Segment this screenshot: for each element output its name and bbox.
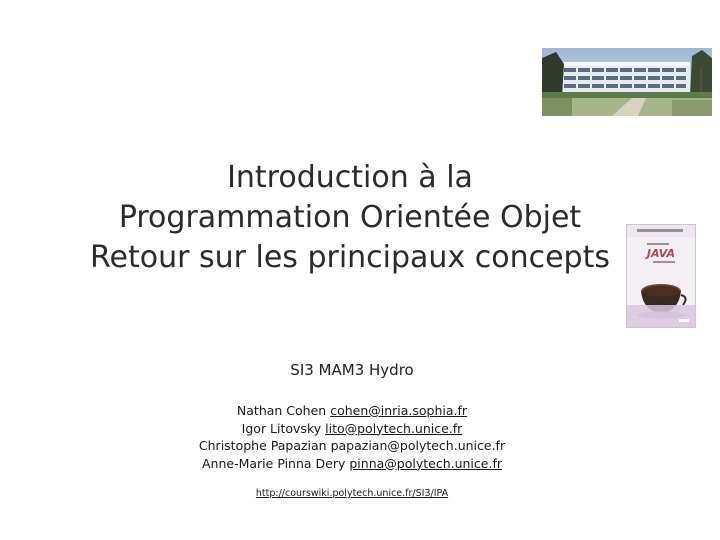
book-cover-illustration xyxy=(627,225,695,327)
campus-building-image xyxy=(542,48,712,116)
email-link-pinna[interactable]: pinna@polytech.unice.fr xyxy=(349,455,502,471)
course-group: SI3 MAM3 Hydro xyxy=(290,361,414,379)
author-line-papazian xyxy=(0,437,704,455)
java-book-cover xyxy=(626,224,696,328)
book-title-text: JAVA xyxy=(646,247,676,260)
email-text-papazian: papazian@polytech.unice.fr xyxy=(330,438,506,453)
course-wiki-link[interactable]: http://courswiki.polytech.unice.fr/SI3/IPA xyxy=(255,488,449,499)
email-link-litovsky[interactable]: lito@polytech.unice.fr xyxy=(325,420,463,436)
author-line-pinna xyxy=(0,455,704,473)
email-link-cohen[interactable]: cohen@inria.sophia.fr xyxy=(330,403,468,418)
author-line-cohen xyxy=(0,402,704,420)
campus-photo xyxy=(542,48,712,116)
author-name: Igor Litovsky xyxy=(241,420,326,436)
author-name: Nathan Cohen xyxy=(236,403,331,418)
authors-list xyxy=(0,402,704,472)
author-name: Christophe Papazian xyxy=(198,438,331,453)
title-line-1: Introduction à la xyxy=(227,160,473,195)
title-line-2: Programmation Orientée Objet xyxy=(118,200,582,235)
slide-title xyxy=(70,158,630,278)
title-line-3: Retour sur les principaux concepts xyxy=(90,240,610,275)
author-name: Anne-Marie Pinna Dery xyxy=(202,455,350,471)
author-line-litovsky xyxy=(0,420,704,438)
